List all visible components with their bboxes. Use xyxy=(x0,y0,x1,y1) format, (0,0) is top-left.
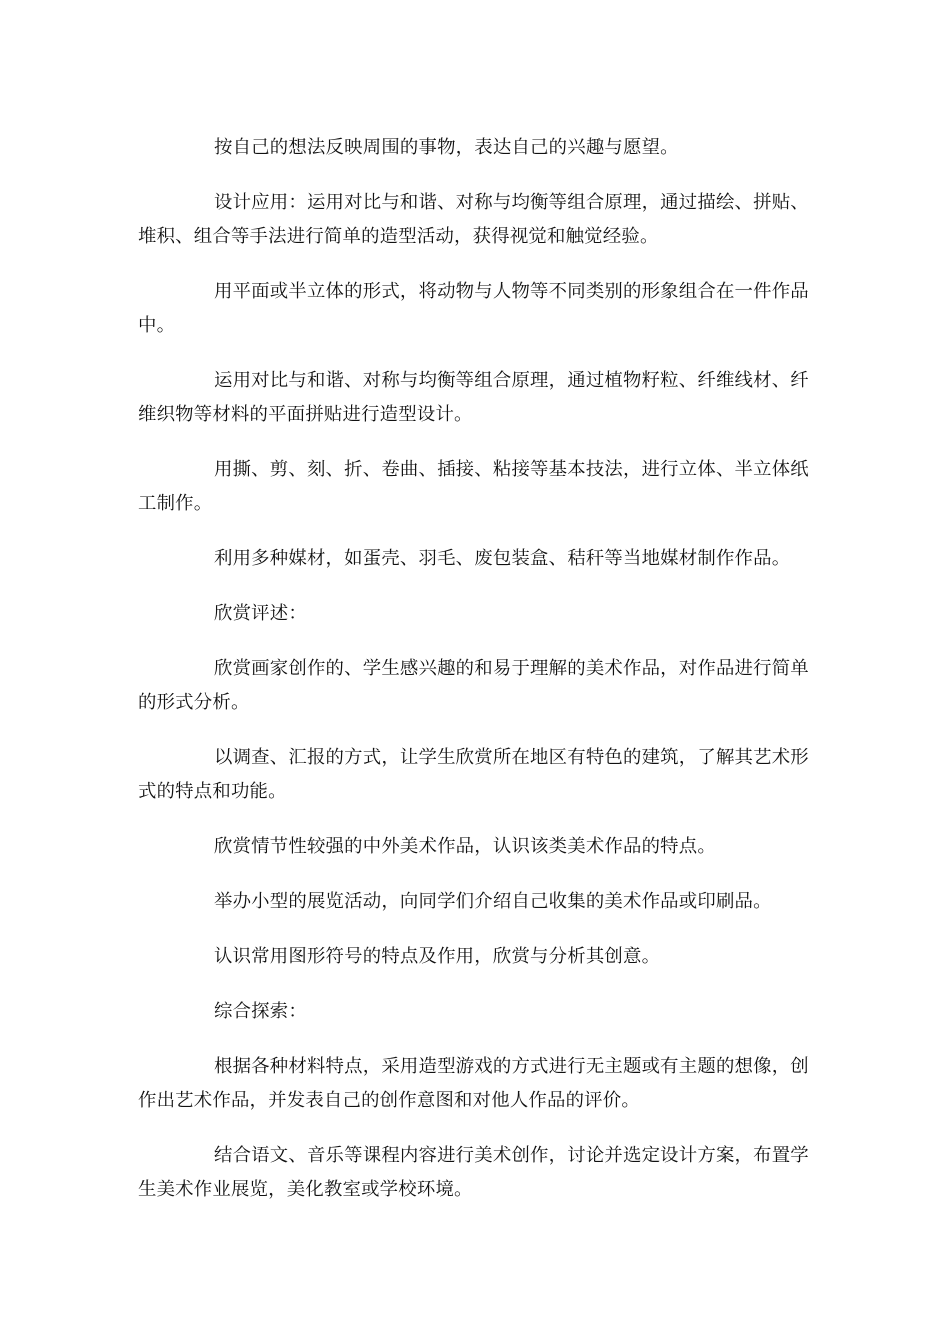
heading-comprehensive-exploration: 综合探索： xyxy=(214,1001,307,1022)
paragraph-plane-semi-3d: 用平面或半立体的形式，将动物与人物等不同类别的形象组合在一件作品中。 xyxy=(138,281,809,336)
paragraph-collage-design: 运用对比与和谐、对称与均衡等组合原理，通过植物籽粒、纤维线材、纤维织物等材料的平面拼贴进行造型设计。 xyxy=(138,370,809,425)
paragraph-small-exhibition: 举办小型的展览活动，向同学们介绍自己收集的美术作品或印刷品。 xyxy=(214,891,772,912)
document-body xyxy=(138,131,818,1228)
paragraph-design-application: 设计应用：运用对比与和谐、对称与均衡等组合原理，通过描绘、拼贴、堆积、组合等手法进行简单的造型活动，获得视觉和触觉经验。 xyxy=(138,192,809,247)
paragraph-appreciate-artists: 欣赏画家创作的、学生感兴趣的和易于理解的美术作品，对作品进行简单的形式分析。 xyxy=(138,658,809,713)
paragraph-material-games: 根据各种材料特点，采用造型游戏的方式进行无主题或有主题的想像，创作出艺术作品，并发表自己的创作意图和对他人作品的评价。 xyxy=(138,1056,809,1111)
paragraph-local-media: 利用多种媒材，如蛋壳、羽毛、废包装盒、秸秆等当地媒材制作作品。 xyxy=(214,548,791,569)
paragraph-graphic-symbols: 认识常用图形符号的特点及作用，欣赏与分析其创意。 xyxy=(214,946,661,967)
heading-appreciation: 欣赏评述： xyxy=(214,603,307,624)
paragraph-paper-craft: 用撕、剪、刻、折、卷曲、插接、粘接等基本技法，进行立体、半立体纸工制作。 xyxy=(138,459,809,514)
paragraph-intro-expression: 按自己的想法反映周围的事物，表达自己的兴趣与愿望。 xyxy=(214,137,679,158)
paragraph-local-architecture: 以调查、汇报的方式，让学生欣赏所在地区有特色的建筑，了解其艺术形式的特点和功能。 xyxy=(138,747,809,802)
paragraph-narrative-art: 欣赏情节性较强的中外美术作品，认识该类美术作品的特点。 xyxy=(214,836,716,857)
paragraph-cross-curricular: 结合语文、音乐等课程内容进行美术创作，讨论并选定设计方案，布置学生美术作业展览，美化教室或学校环境。 xyxy=(138,1145,809,1200)
